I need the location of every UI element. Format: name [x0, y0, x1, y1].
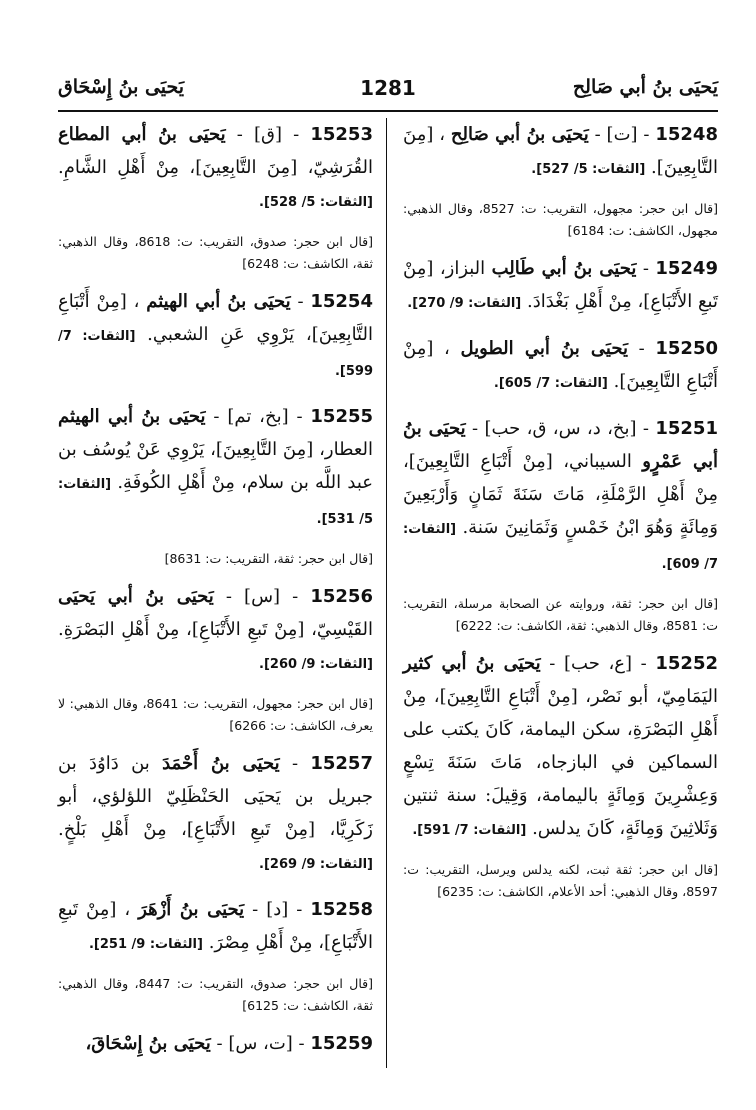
entry-dash2: - — [213, 586, 232, 607]
entry-dash: - — [636, 258, 649, 279]
entry-footnote: [قال ابن حجر: صدوق، التقريب: ت: 8618، وقال الذهبي: ثقة، الكاشف: ت: 6248] — [58, 234, 373, 271]
entry-text: القَيْسِيّ، [مِنْ تَبعِ الأَتْبَاعِ]، مِنْ أَهْلِ البَصْرَةِ. — [58, 619, 373, 640]
entry-dash: - — [637, 124, 650, 145]
biography-entry — [403, 412, 718, 581]
entry-text: السيباني، [مِنْ أَتْبَاعِ التَّابِعِينَ]، مِنْ أَهْلِ الرَّمْلَةِ، مَاتَ سَنَةَ ثَمَانٍ وَأَرْبَعِينَ وَمِائَةٍ وَهُوَ ابْنُ خَمْسٍ وَثَمَانِينَ سَنة. — [403, 451, 718, 538]
entry-name: يَحيَى بنُ أبي المطاع — [58, 124, 226, 145]
entry-codes: [ق] — [254, 124, 283, 145]
entry-number: 15259 — [310, 1033, 373, 1054]
entry-dash2: - — [210, 1033, 223, 1054]
biography-entry — [58, 747, 373, 881]
entry-codes: [بخ، تم] — [227, 406, 289, 427]
entry-footnote: [قال ابن حجر: مجهول، التقريب: ت: 8641، وقال الذهبي: لا يعرف، الكاشف: ت: 6266] — [58, 696, 373, 733]
entry-footnote: [قال ابن حجر: مجهول، التقريب: ت: 8527، وقال الذهبي: مجهول، الكاشف: ت: 6184] — [403, 201, 718, 238]
entry-dash: - — [636, 418, 649, 439]
entry-name: يَحيَى بنُ أبي الهيثم — [58, 406, 206, 427]
entry-dash2: - — [588, 124, 601, 145]
biography-entry — [58, 1027, 373, 1060]
entry-codes: [ت، س] — [228, 1033, 293, 1054]
running-title-right: يَحيَى بنُ أبي صَالِح — [572, 76, 718, 98]
entry-dash: - — [628, 338, 645, 359]
entry-number: 15257 — [310, 753, 373, 774]
entry-text: القُرَشِيّ، [مِنَ التَّابِعِينَ]، مِنْ أَهْلِ الشَّامِ. — [58, 157, 373, 178]
entry-text: بن دَاوُدَ بن جبريل بن يَحيَى الحَنْظَلِيّ اللؤلؤي، أبو زَكَرِيَّا، [مِنْ تَبعِ الأَتْبَاعِ]، مِنْ أَهْلِ بَلْخٍ. — [58, 753, 373, 840]
entry-name: يَحيَى بنُ أبي عَمْرٍو — [403, 418, 718, 472]
running-title-left: يَحيَى بنُ إِسْحَاق — [58, 76, 185, 98]
entry-dash2: - — [540, 653, 556, 674]
biography-entry — [403, 647, 718, 847]
right-column — [403, 118, 718, 913]
entry-name: يَحيَى بنُ أبي الطويل — [460, 338, 628, 359]
entry-text: ، [مِنَ التَّابِعِينَ]. — [403, 124, 718, 178]
entry-codes: [ع، حب] — [564, 653, 633, 674]
entry-number: 15254 — [310, 291, 373, 312]
entry-number: 15255 — [310, 406, 374, 427]
column-divider — [386, 118, 387, 1068]
entry-dash: - — [288, 406, 303, 427]
entry-number: 15248 — [655, 124, 718, 145]
entry-text: ، [مِنْ تَبعِ الأَتْبَاعِ]، مِنْ أَهْلِ مِصْرَ. — [58, 899, 373, 953]
entry-source: [الثقات: 9/ 270]. — [407, 296, 522, 311]
entry-number: 15249 — [655, 258, 718, 279]
entry-dash: - — [290, 291, 304, 312]
entry-name: يَحيَى بنُ أبي طَالِب — [491, 258, 637, 279]
biography-entry — [58, 400, 373, 536]
entry-source: [الثقات: 7/ 609]. — [403, 522, 718, 572]
biography-entry — [58, 285, 373, 388]
entry-text: اليَمَامِيّ، أبو نَصْر، [مِنْ أَتْبَاعِ التَّابِعِينَ]، مِنْ أَهْلِ البَصْرَةِ، سكن اليمامة، كَانَ يكتب على السماكين في البازجاه، مَاتَ سَنَةَ تِسْعٍ وَعِشْرِينَ وَمِائَةٍ باليمامة، وَقِيلَ: سنة ثنتين وَثَلاثِينَ وَمِائَةٍ، كَانَ يدلس. — [403, 686, 718, 839]
entry-footnote: [قال ابن حجر: ثقة ثبت، لكنه يدلس ويرسل، التقريب: ت: 8597، وقال الذهبي: أحد الأعلام، الكاشف: ت: 6235] — [403, 862, 718, 899]
entry-source: [الثقات: 9/ 260]. — [259, 657, 373, 672]
entry-dash: - — [279, 753, 299, 774]
entry-source: [الثقات: 7/ 591]. — [412, 823, 527, 838]
entry-name: يَحيَى بنُ أَزْهَرَ — [138, 899, 245, 920]
entry-dash2: - — [225, 124, 243, 145]
entry-footnote: [قال ابن حجر: ثقة، وروايته عن الصحابة مرسلة، التقريب: ت: 8581، وقال الذهبي: ثقة، الكاشف: ت: 6222] — [403, 596, 718, 633]
entry-name: يَحيَى بنُ أبي صَالِح — [450, 124, 589, 145]
biography-entry — [403, 332, 718, 400]
biography-entry — [58, 580, 373, 681]
entry-codes: [ت] — [606, 124, 638, 145]
left-column — [58, 118, 373, 1072]
entry-dash: - — [282, 124, 300, 145]
entry-name: يَحيَى بنُ أبي كثير — [403, 653, 541, 674]
page-number: 1281 — [360, 76, 416, 100]
entry-name: يَحيَى بنُ أبي الهيثم — [146, 291, 291, 312]
page-header — [58, 68, 718, 112]
entry-dash2: - — [244, 899, 259, 920]
entry-text: ، [مِنْ أَتْبَاعِ التَّابِعِينَ]، يَرْوِي عَنِ الشعبي. — [58, 291, 373, 345]
biography-entry — [403, 118, 718, 186]
entry-number: 15256 — [310, 586, 373, 607]
entry-source: [الثقات: 9/ 269]. — [259, 857, 373, 872]
entry-name: يَحيَى بنُ أَحْمَدَ — [162, 753, 280, 774]
entry-dash2: - — [465, 418, 479, 439]
entry-dash: - — [632, 653, 647, 674]
entry-codes: [د] — [266, 899, 289, 920]
entry-dash: - — [292, 1033, 305, 1054]
entry-codes: [س] — [244, 586, 281, 607]
entry-number: 15253 — [310, 124, 373, 145]
entry-codes: [بخ، د، س، ق، حب] — [484, 418, 637, 439]
entry-dash: - — [288, 899, 303, 920]
entry-source: [الثقات: 5/ 528]. — [259, 195, 373, 210]
biography-entry — [58, 118, 373, 219]
entry-number: 15252 — [655, 653, 718, 674]
biography-entry — [403, 252, 718, 320]
entry-number: 15250 — [655, 338, 718, 359]
entry-dash: - — [280, 586, 299, 607]
entry-footnote: [قال ابن حجر: ثقة، التقريب: ت: 8631] — [164, 551, 373, 566]
entry-text: العطار، [مِنَ التَّابِعِينَ]، يَرْوِي عَنْ يُوسُف بن عبد اللَّه بن سلام، مِنْ أَهْلِ الكُوفَةِ. — [58, 439, 373, 493]
biography-entry — [58, 893, 373, 961]
entry-source: [الثقات: 7/ 599]. — [58, 329, 373, 379]
entry-footnote: [قال ابن حجر: صدوق، التقريب: ت: 8447، وقال الذهبي: ثقة، الكاشف: ت: 6125] — [58, 976, 373, 1013]
entry-source: [الثقات: 9/ 251]. — [88, 937, 203, 952]
book-page — [58, 68, 718, 1068]
entry-number: 15251 — [655, 418, 718, 439]
entry-source: [الثقات: 7/ 605]. — [493, 376, 608, 391]
entry-name: يَحيَى بنُ أبي يَحيَى — [58, 586, 214, 607]
entry-source: [الثقات: 5/ 527]. — [531, 162, 646, 177]
entry-dash2: - — [205, 406, 220, 427]
entry-source: [الثقات: 5/ 531]. — [58, 477, 373, 527]
entry-number: 15258 — [310, 899, 373, 920]
entry-name: يَحيَى بنُ إِسْحَاقَ، — [85, 1033, 211, 1054]
entry-text: ، [مِنْ أَتْبَاعِ التَّابِعِينَ]. — [403, 338, 718, 392]
entry-text: البزاز، [مِنْ تَبعِ الأَتْبَاعِ]، مِنْ أَهْلِ بَغْدَادَ. — [403, 258, 718, 312]
